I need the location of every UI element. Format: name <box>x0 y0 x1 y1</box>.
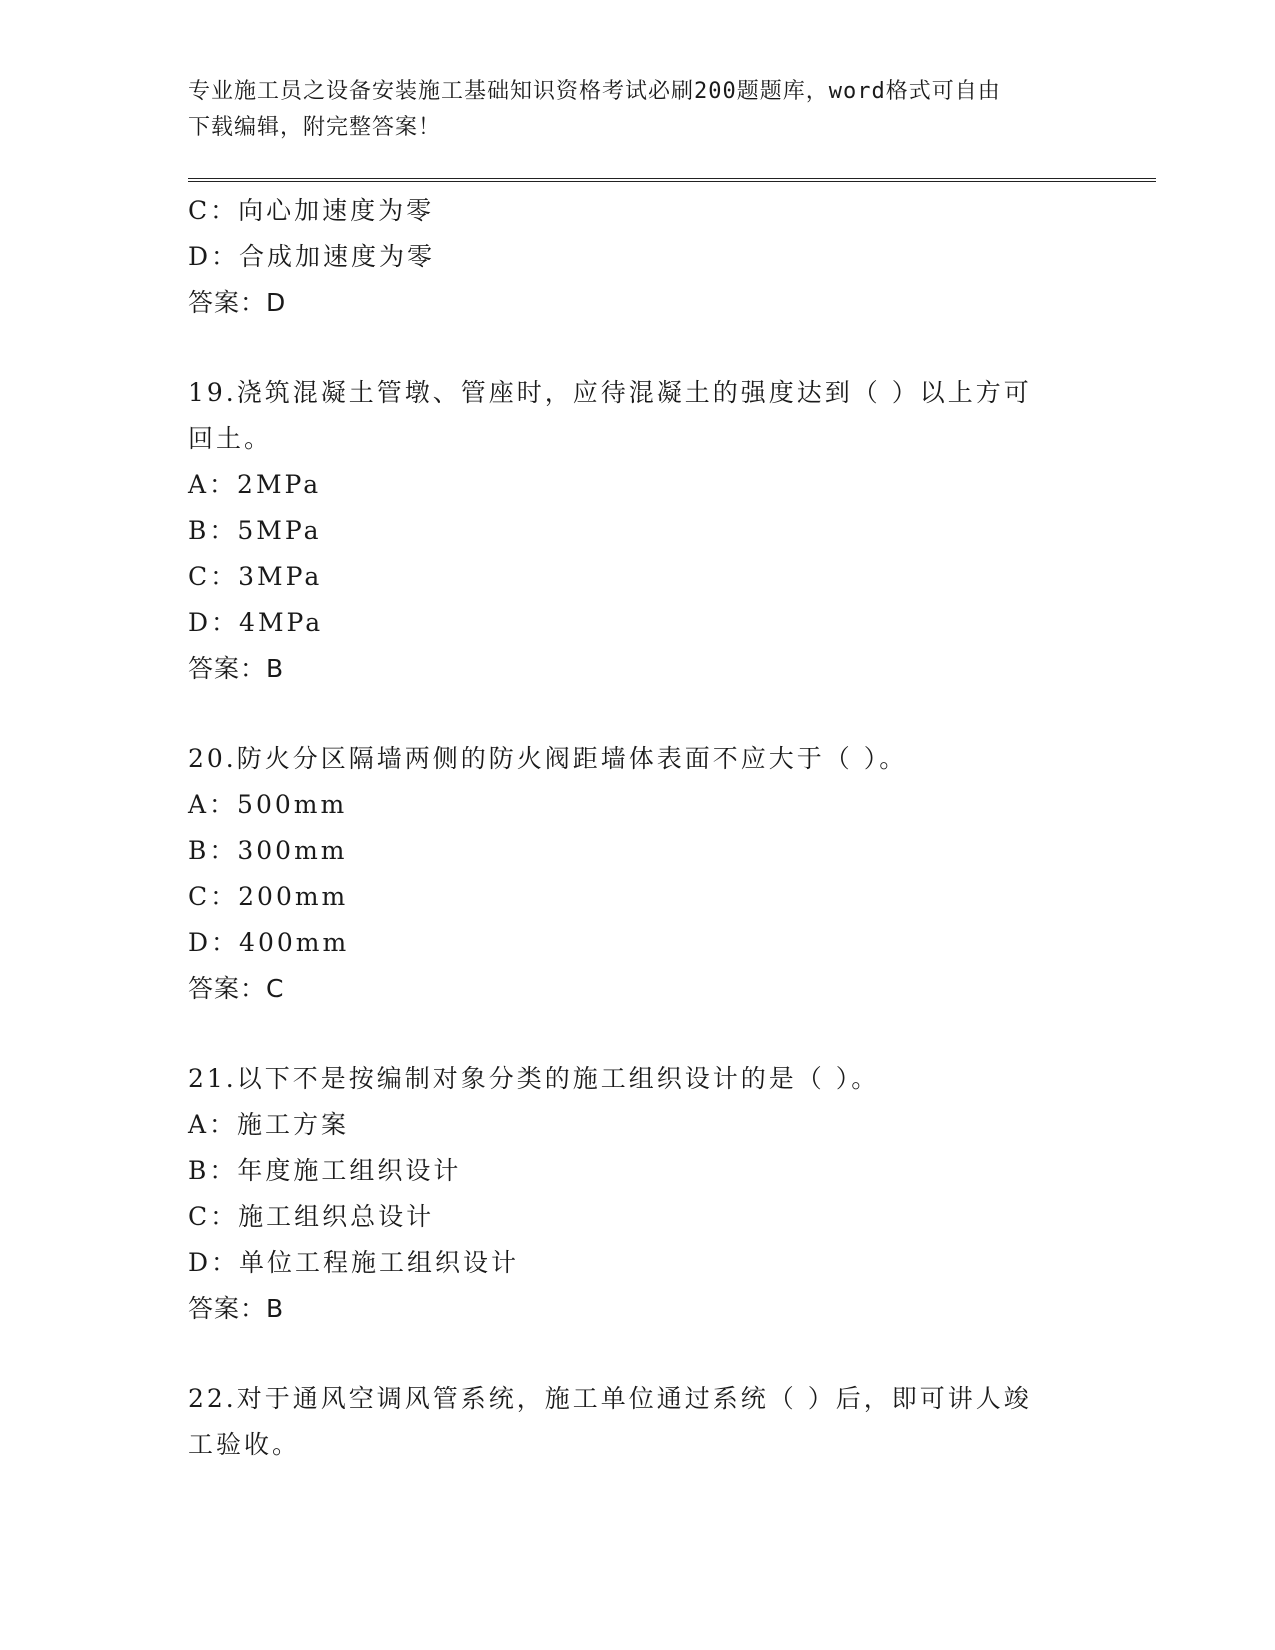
document-body <box>188 188 1088 1468</box>
option-c: C：200mm <box>188 882 349 911</box>
question-stem: 工验收。 <box>188 1430 301 1459</box>
option-a: A：2MPa <box>188 470 322 499</box>
option-d: D：4MPa <box>188 608 324 637</box>
question-22 <box>188 1376 1088 1468</box>
option-b: B：300mm <box>188 836 348 865</box>
option-c: C：3MPa <box>188 562 323 591</box>
question-spacer <box>188 1332 1088 1376</box>
question-18-fragment <box>188 188 1088 326</box>
option-c: C：向心加速度为零 <box>188 196 435 225</box>
option-c: C：施工组织总设计 <box>188 1202 435 1231</box>
question-stem: 19.浇筑混凝土管墩、管座时，应待混凝土的强度达到（ ）以上方可 <box>188 378 1032 407</box>
header-title-line-1: 专业施工员之设备安装施工基础知识资格考试必刷200题题库，word格式可自由 <box>188 79 1001 104</box>
option-a: A：施工方案 <box>188 1110 350 1139</box>
option-b: B：5MPa <box>188 516 322 545</box>
page-header <box>188 74 1068 146</box>
question-stem: 回土。 <box>188 424 273 453</box>
question-stem: 20.防火分区隔墙两侧的防火阀距墙体表面不应大于（ ）。 <box>188 744 908 773</box>
answer-line: 答案：C <box>188 974 285 1003</box>
question-spacer <box>188 326 1088 370</box>
answer-line: 答案：B <box>188 654 285 683</box>
answer-line: 答案：D <box>188 288 287 317</box>
option-d: D：合成加速度为零 <box>188 242 436 271</box>
question-stem: 22.对于通风空调风管系统，施工单位通过系统（ ）后，即可讲人竣 <box>188 1384 1032 1413</box>
option-d: D：单位工程施工组织设计 <box>188 1248 520 1277</box>
question-20 <box>188 736 1088 1012</box>
question-spacer <box>188 1012 1088 1056</box>
header-divider <box>188 178 1156 182</box>
option-d: D：400mm <box>188 928 350 957</box>
question-21 <box>188 1056 1088 1332</box>
option-a: A：500mm <box>188 790 348 819</box>
answer-line: 答案：B <box>188 1294 285 1323</box>
header-title-line-2: 下载编辑，附完整答案！ <box>188 115 442 140</box>
question-spacer <box>188 692 1088 736</box>
question-19 <box>188 370 1088 692</box>
question-stem: 21.以下不是按编制对象分类的施工组织设计的是（ ）。 <box>188 1064 880 1093</box>
option-b: B：年度施工组织设计 <box>188 1156 462 1185</box>
